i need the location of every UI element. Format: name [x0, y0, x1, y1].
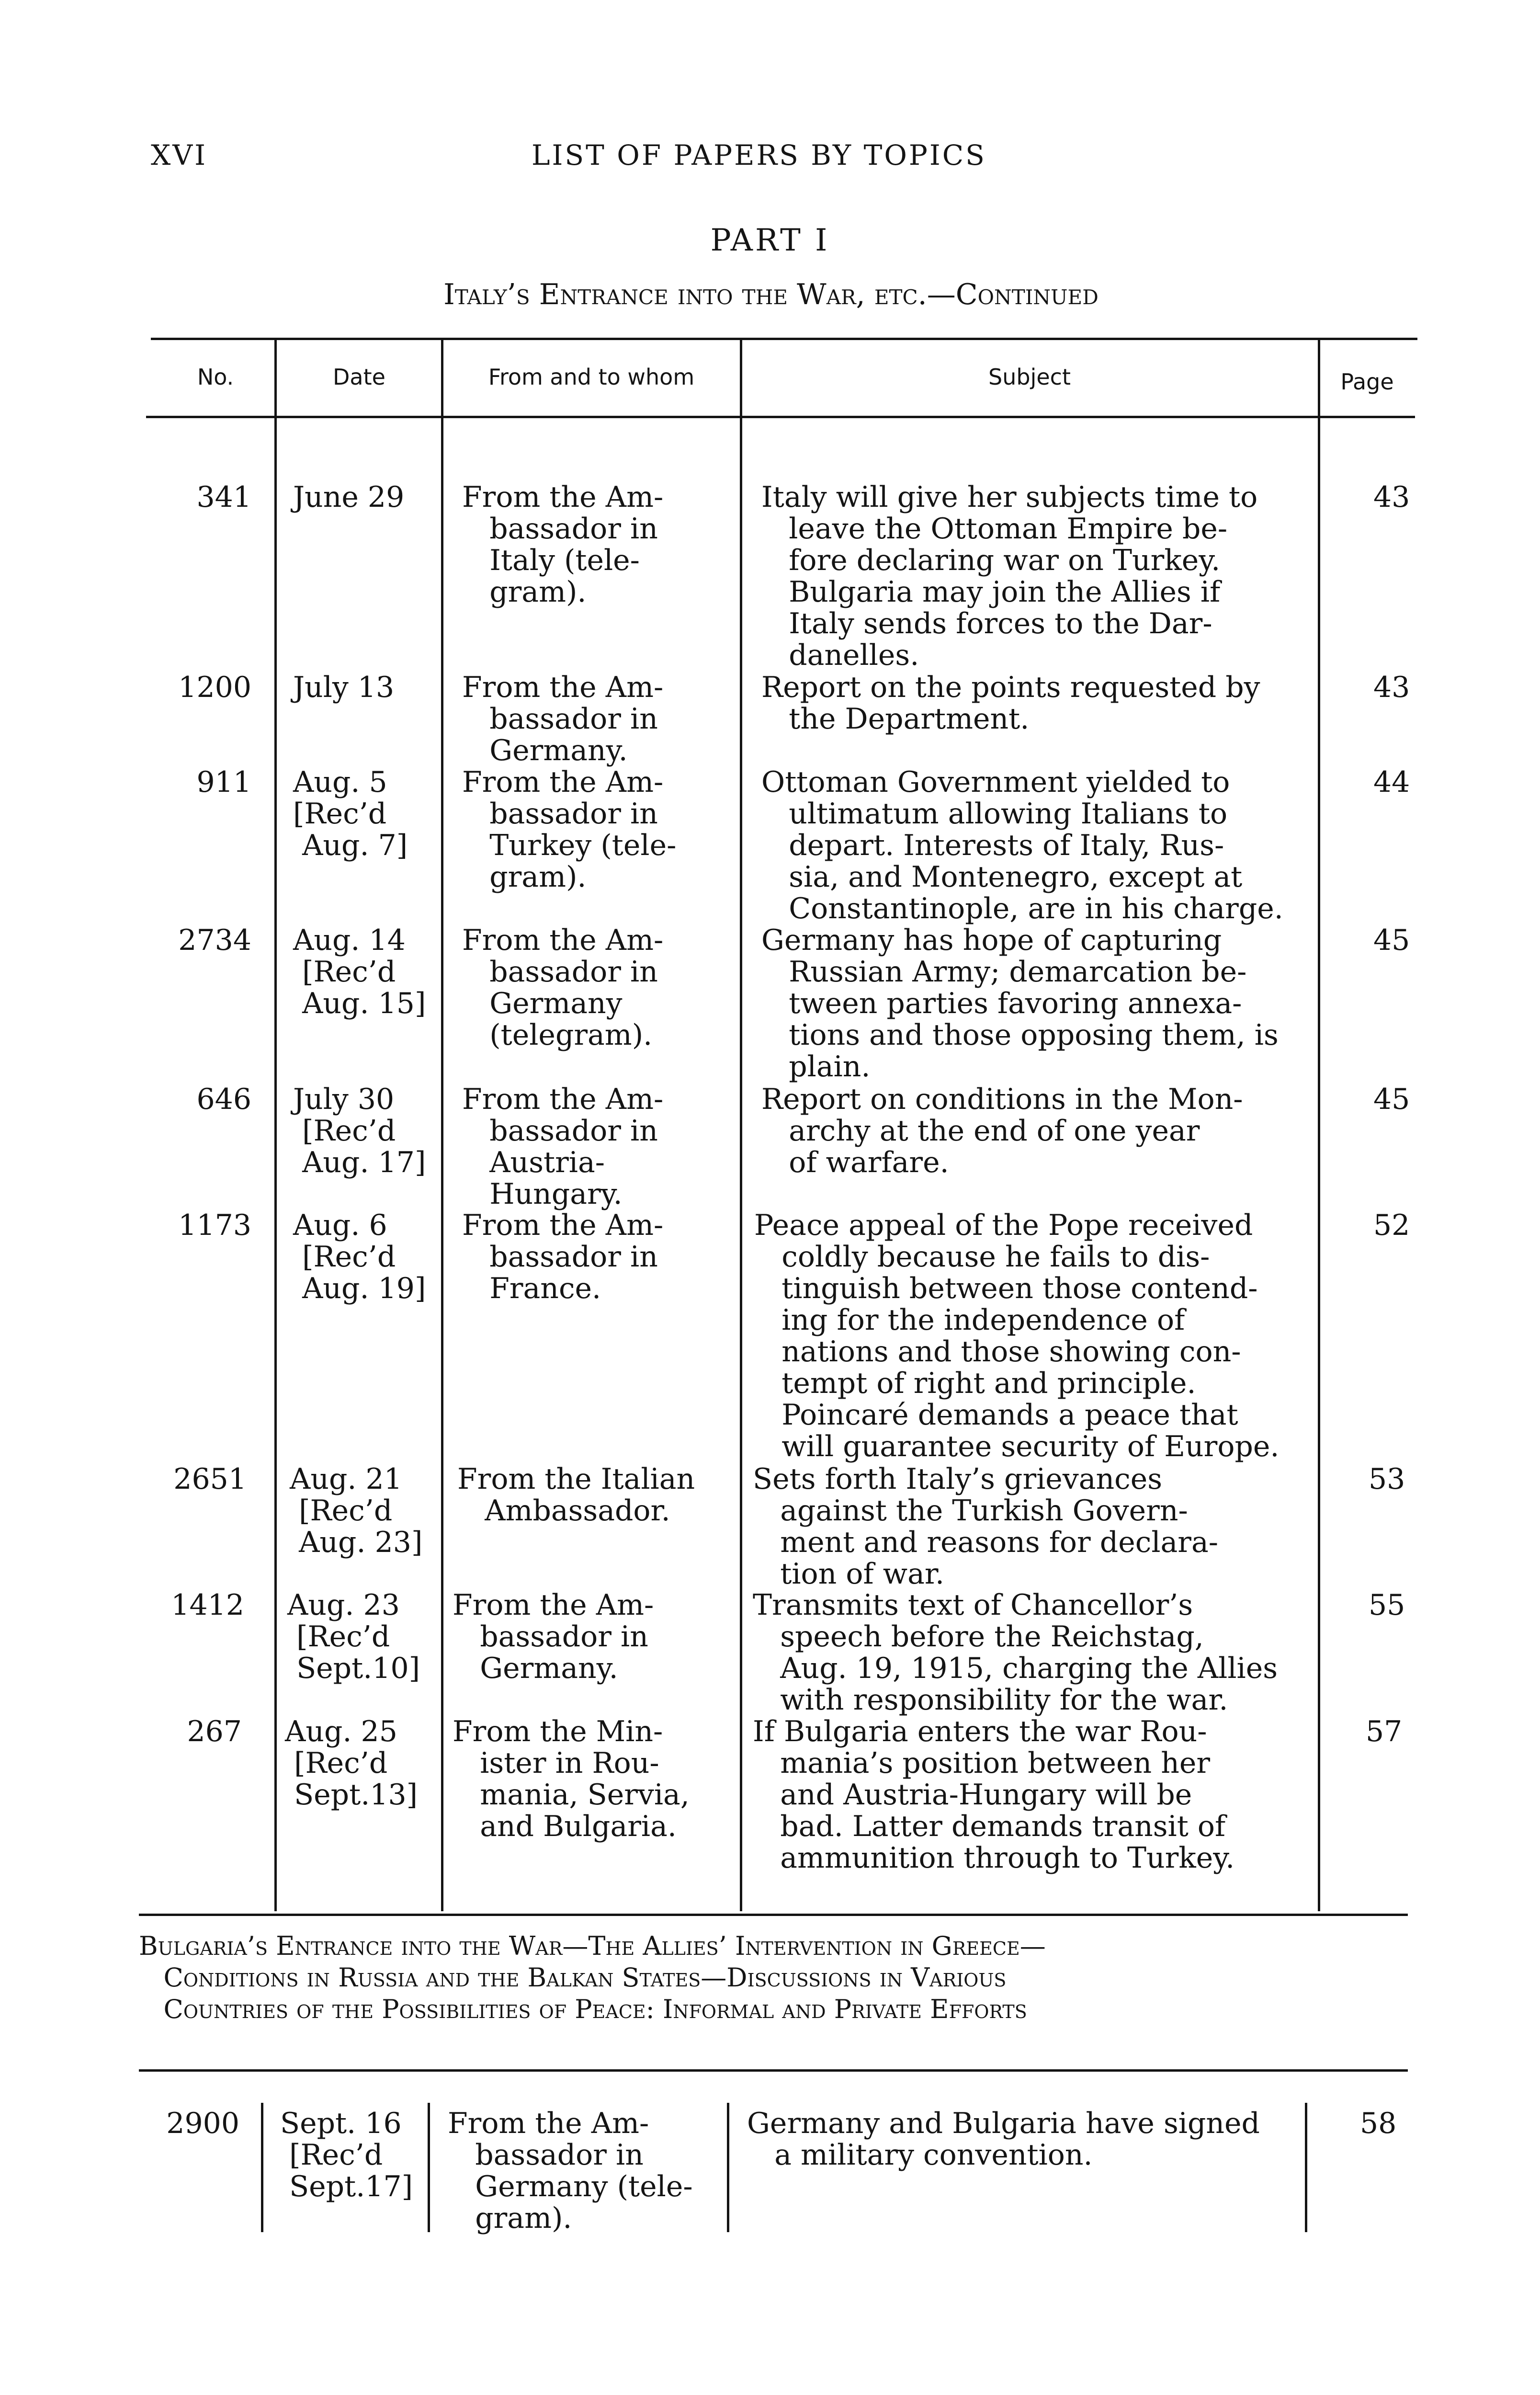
doc-page: 57: [1366, 1715, 1403, 1748]
doc-page: 44: [1373, 765, 1410, 799]
column-divider: [740, 340, 742, 1911]
column-divider: [1318, 340, 1320, 1911]
doc-from: From the Am- bassador in Germany.: [462, 671, 664, 767]
doc-subject: If Bulgaria enters the war Rou- mania’s position between her and Austria-Hungary will be bad. Latter demands transit of ammunition through to Turkey.: [753, 1715, 1235, 1875]
doc-from: From the Am- bassador in Germany (telegram).: [462, 924, 664, 1052]
doc-subject: Peace appeal of the Pope received coldly because he fails to dis- tinguish between those contend- ing for the independence of nations and those showing con- tempt of right and principle. Poincaré demands a peace that will guarantee security of Europe.: [754, 1209, 1280, 1463]
doc-number: 646: [196, 1083, 251, 1116]
header-subject: Subject: [988, 364, 1071, 390]
column-divider: [261, 2103, 263, 2232]
doc-page: 45: [1373, 924, 1410, 957]
running-head-title: LIST OF PAPERS BY TOPICS: [532, 139, 986, 171]
doc-number: 1412: [171, 1588, 244, 1622]
doc-subject: Italy will give her subjects time to leave the Ottoman Empire be- fore declaring war on Turkey. Bulgaria may join the Allies if Italy sends forces to the Dar- danelles.: [761, 480, 1258, 672]
doc-from: From the Italian Ambassador.: [457, 1462, 695, 1528]
doc-page: 55: [1369, 1588, 1405, 1622]
column-divider: [441, 340, 443, 1911]
header-no: No.: [197, 364, 234, 390]
table-top-rule: [151, 338, 1417, 340]
table-header-rule: [146, 416, 1415, 418]
table-bottom-rule: [139, 1914, 1408, 1916]
doc-subject: Report on conditions in the Mon- archy at the end of one year of warfare.: [761, 1083, 1243, 1179]
doc-date: Aug. 25 [Rec’d Sept.13]: [285, 1715, 418, 1812]
doc-date: Aug. 23 [Rec’d Sept.10]: [287, 1588, 420, 1685]
doc-page: 58: [1360, 2107, 1397, 2140]
doc-subject: Ottoman Government yielded to ultimatum allowing Italians to depart. Interests of Italy, Rus- sia, and Montenegro, except at Constantinople, are in his charge.: [761, 765, 1283, 925]
doc-number: 911: [196, 765, 251, 799]
column-divider: [1305, 2103, 1307, 2232]
column-divider: [727, 2103, 729, 2232]
doc-date: July 30 [Rec’d Aug. 17]: [293, 1083, 426, 1179]
doc-number: 2651: [173, 1462, 247, 1496]
doc-subject: Sets forth Italy’s grievances against the Turkish Govern- ment and reasons for declara- tion of war.: [753, 1462, 1219, 1591]
doc-from: From the Am- bassador in Austria- Hungary.: [462, 1083, 664, 1211]
page-folio: XVI: [151, 139, 208, 171]
doc-date: Aug. 21 [Rec’d Aug. 23]: [290, 1462, 423, 1559]
doc-page: 53: [1369, 1462, 1405, 1496]
table2-top-rule: [139, 2069, 1408, 2072]
doc-from: From the Am- bassador in Germany (tele- gram).: [448, 2107, 693, 2235]
doc-date: Aug. 5 [Rec’d Aug. 7]: [293, 765, 408, 862]
doc-date: Sept. 16 [Rec’d Sept.17]: [280, 2107, 413, 2203]
header-from: From and to whom: [488, 364, 695, 390]
doc-page: 43: [1373, 480, 1410, 514]
column-divider: [428, 2103, 430, 2232]
part-title: PART I: [710, 223, 830, 258]
doc-number: 1173: [178, 1209, 251, 1242]
doc-subject: Germany has hope of capturing Russian Army; demarcation be- tween parties favoring annexa- tions and those opposing them, is plain.: [761, 924, 1279, 1083]
doc-date: Aug. 14 [Rec’d Aug. 15]: [293, 924, 426, 1020]
doc-number: 1200: [178, 671, 251, 704]
column-divider: [274, 340, 277, 1911]
header-page: Page: [1340, 369, 1394, 395]
doc-number: 341: [196, 480, 251, 514]
doc-number: 267: [187, 1715, 242, 1748]
doc-from: From the Am- bassador in Turkey (tele- gram).: [462, 765, 677, 894]
section-heading: Bulgaria’s Entrance into the War—The Allies’ Intervention in Greece— Conditions in Russia and the Balkan States—Discussions in Various Countries of the Possibilities of Peace: Informal and Private Efforts: [139, 1931, 1046, 2024]
doc-date: June 29: [293, 480, 405, 514]
doc-page: 43: [1373, 671, 1410, 704]
doc-date: Aug. 6 [Rec’d Aug. 19]: [293, 1209, 426, 1305]
doc-from: From the Min- ister in Rou- mania, Servia, and Bulgaria.: [453, 1715, 690, 1843]
doc-page: 52: [1373, 1209, 1410, 1242]
doc-page: 45: [1373, 1083, 1410, 1116]
doc-from: From the Am- bassador in Germany.: [453, 1588, 654, 1685]
doc-subject: Germany and Bulgaria have signed a military convention.: [747, 2107, 1260, 2172]
doc-number: 2734: [178, 924, 251, 957]
header-date: Date: [333, 364, 385, 390]
doc-from: From the Am- bassador in Italy (tele- gram).: [462, 480, 664, 609]
doc-subject: Transmits text of Chancellor’s speech before the Reichstag, Aug. 19, 1915, charging the Allies with responsibility for the war.: [753, 1588, 1278, 1717]
doc-subject: Report on the points requested by the Department.: [761, 671, 1260, 736]
doc-number: 2900: [166, 2107, 239, 2140]
doc-date: July 13: [293, 671, 395, 704]
section-title: Italy’s Entrance into the War, etc.—Continued: [443, 278, 1098, 311]
doc-from: From the Am- bassador in France.: [462, 1209, 664, 1305]
